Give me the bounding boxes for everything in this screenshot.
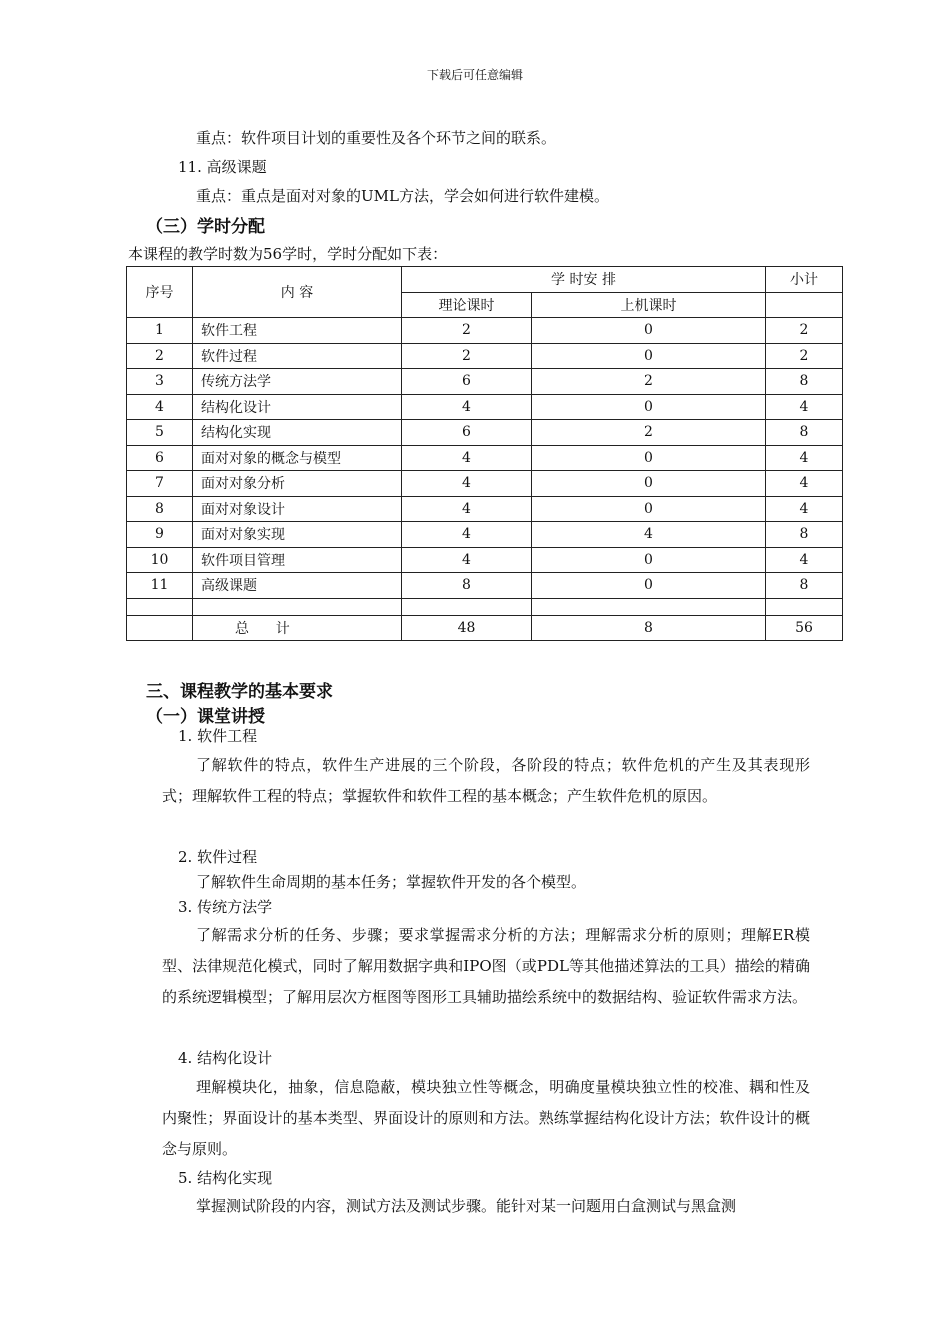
cell-subtotal: 4 — [766, 394, 843, 420]
cell-no: 6 — [127, 445, 193, 471]
cell-subtotal: 2 — [766, 318, 843, 344]
item-2-title: 2. 软件过程 — [178, 848, 258, 866]
cell-subtotal: 4 — [766, 547, 843, 573]
item-4-text: 理解模块化，抽象，信息隐蔽，模块独立性等概念，明确度量模块独立性的校准、耦和性及内聚性；界面设计的基本类型、界面设计的原则和方法。熟练掌握结构化设计方法；软件设计的概念与原则。 — [162, 1078, 810, 1158]
cell-subtotal: 4 — [766, 445, 843, 471]
table-row — [127, 547, 843, 573]
cell-lab: 0 — [532, 394, 766, 420]
cell-theory: 4 — [402, 522, 532, 548]
header-content: 内 容 — [193, 267, 402, 318]
cell-no: 2 — [127, 343, 193, 369]
table-total-row — [127, 615, 843, 641]
cell-no: 7 — [127, 471, 193, 497]
item-5-title: 5. 结构化实现 — [178, 1169, 273, 1187]
header-subtotal: 小计 — [766, 267, 843, 293]
cell-no: 5 — [127, 420, 193, 446]
cell-no: 4 — [127, 394, 193, 420]
focus-line-11: 重点：重点是面对对象的UML方法，学会如何进行软件建模。 — [196, 187, 609, 205]
cell-subtotal: 2 — [766, 343, 843, 369]
cell-content: 面对对象实现 — [193, 522, 402, 548]
cell-lab: 0 — [532, 496, 766, 522]
cell-theory: 8 — [402, 573, 532, 599]
focus-line-10: 重点：软件项目计划的重要性及各个环节之间的联系。 — [196, 129, 557, 147]
cell-theory: 4 — [402, 547, 532, 573]
cell-lab: 0 — [532, 471, 766, 497]
table-row — [127, 496, 843, 522]
cell-content: 面对对象分析 — [193, 471, 402, 497]
cell-lab: 0 — [532, 573, 766, 599]
subsection-heading-lecture: （一）课堂讲授 — [146, 707, 265, 727]
cell-theory: 6 — [402, 420, 532, 446]
cell-subtotal: 8 — [766, 522, 843, 548]
table-row — [127, 394, 843, 420]
page-header: 下载后可任意编辑 — [426, 68, 523, 82]
cell-lab: 0 — [532, 343, 766, 369]
cell-subtotal: 8 — [766, 573, 843, 599]
header-subtotal-blank — [766, 292, 843, 318]
cell-content: 软件项目管理 — [193, 547, 402, 573]
item-4-title: 4. 结构化设计 — [178, 1049, 273, 1067]
item-1-text: 了解软件的特点，软件生产进展的三个阶段，各阶段的特点；软件危机的产生及其表现形式；理解软件工程的特点；掌握软件和软件工程的基本概念；产生软件危机的原因。 — [162, 756, 810, 805]
cell-no: 8 — [127, 496, 193, 522]
table-row — [127, 369, 843, 395]
cell-theory: 6 — [402, 369, 532, 395]
cell-content: 高级课题 — [193, 573, 402, 599]
item-3-text: 了解需求分析的任务、步骤；要求掌握需求分析的方法；理解需求分析的原则；理解ER模型、法律规范化模式，同时了解用数据字典和IPO图（或PDL等其他描述算法的工具）描绘的精确的系统逻辑模型；了解用层次方框图等图形工具辅助描绘系统中的数据结构、验证软件需求方法。 — [162, 926, 810, 1006]
cell-content: 软件过程 — [193, 343, 402, 369]
cell-total-label: 总 计 — [193, 615, 402, 641]
cell-subtotal: 4 — [766, 496, 843, 522]
cell-subtotal: 8 — [766, 369, 843, 395]
table-row — [127, 471, 843, 497]
table-empty-row — [127, 598, 843, 615]
header-no: 序号 — [127, 267, 193, 318]
cell-lab: 4 — [532, 522, 766, 548]
hours-intro: 本课程的教学时数为56学时，学时分配如下表： — [128, 245, 448, 263]
table-row — [127, 343, 843, 369]
cell-lab: 0 — [532, 445, 766, 471]
cell-lab: 0 — [532, 547, 766, 573]
item-11-title: 11. 高级课题 — [178, 158, 267, 176]
chapter-heading: 三、课程教学的基本要求 — [146, 682, 333, 702]
header-lab: 上机课时 — [532, 292, 766, 318]
cell-content: 结构化实现 — [193, 420, 402, 446]
cell-theory: 2 — [402, 318, 532, 344]
cell-theory: 4 — [402, 496, 532, 522]
item-1-title: 1. 软件工程 — [178, 727, 258, 745]
cell-total-lab: 8 — [532, 615, 766, 641]
cell-content: 传统方法学 — [193, 369, 402, 395]
cell-total-theory: 48 — [402, 615, 532, 641]
cell-no: 10 — [127, 547, 193, 573]
cell-theory: 4 — [402, 471, 532, 497]
item-5-text: 掌握测试阶段的内容，测试方法及测试步骤。能针对某一问题用白盒测试与黑盒测 — [196, 1197, 737, 1215]
item-2-text: 了解软件生命周期的基本任务；掌握软件开发的各个模型。 — [196, 873, 587, 891]
cell-no: 9 — [127, 522, 193, 548]
cell-no: 3 — [127, 369, 193, 395]
cell-lab: 2 — [532, 369, 766, 395]
table-row — [127, 445, 843, 471]
cell-theory: 4 — [402, 445, 532, 471]
cell-theory: 4 — [402, 394, 532, 420]
cell-subtotal: 4 — [766, 471, 843, 497]
cell-content: 面对对象设计 — [193, 496, 402, 522]
section-heading-hours: （三）学时分配 — [146, 217, 265, 237]
cell-subtotal: 8 — [766, 420, 843, 446]
cell-total-subtotal: 56 — [766, 615, 843, 641]
cell-no: 1 — [127, 318, 193, 344]
cell-theory: 2 — [402, 343, 532, 369]
header-theory: 理论课时 — [402, 292, 532, 318]
header-arrangement: 学 时安 排 — [402, 267, 766, 293]
table-header-row — [127, 267, 843, 293]
cell-total-no — [127, 615, 193, 641]
table-row — [127, 522, 843, 548]
table-row — [127, 573, 843, 599]
item-3-title: 3. 传统方法学 — [178, 898, 273, 916]
cell-no: 11 — [127, 573, 193, 599]
cell-content: 软件工程 — [193, 318, 402, 344]
cell-content: 结构化设计 — [193, 394, 402, 420]
cell-content: 面对对象的概念与模型 — [193, 445, 402, 471]
cell-lab: 2 — [532, 420, 766, 446]
hours-table — [126, 266, 843, 641]
cell-lab: 0 — [532, 318, 766, 344]
table-row — [127, 318, 843, 344]
table-row — [127, 420, 843, 446]
